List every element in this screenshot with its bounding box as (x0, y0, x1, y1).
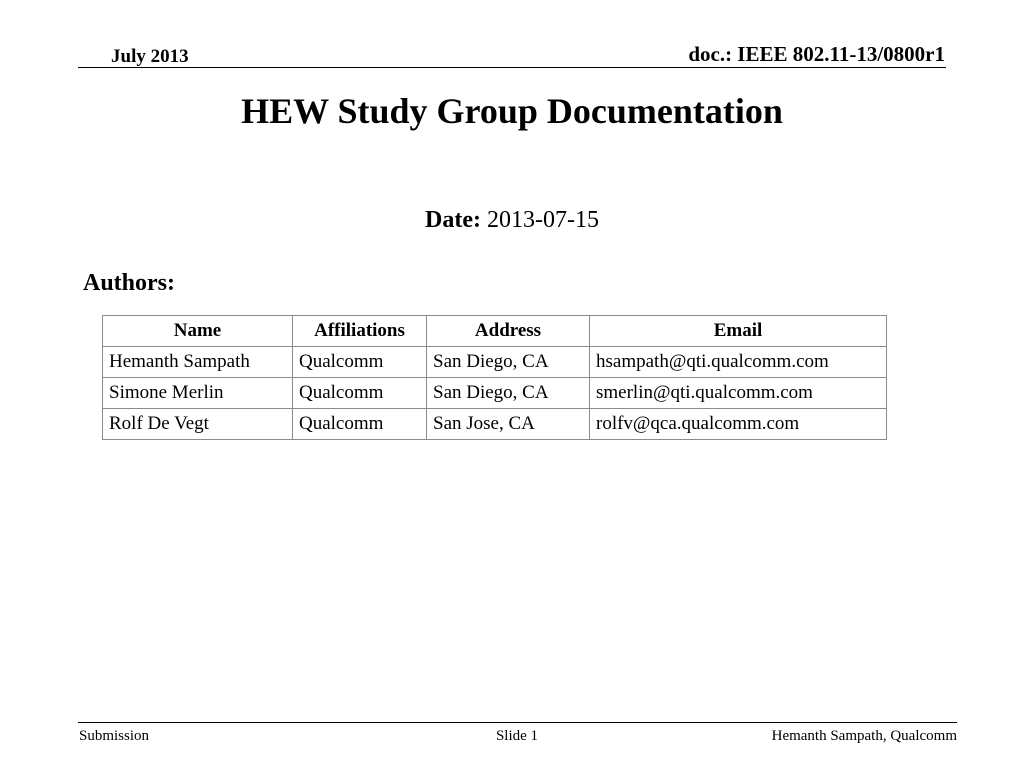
authors-label: Authors: (83, 270, 176, 296)
authors-table (102, 315, 887, 440)
footer-slide-number: Slide 1 (495, 728, 539, 744)
slide-title: HEW Study Group Documentation (241, 91, 783, 131)
footer-author: Hemanth Sampath, Qualcomm (771, 728, 957, 744)
date-line (0, 207, 1024, 234)
header-doc-id: doc.: IEEE 802.11-13/0800r1 (688, 42, 945, 66)
author-name: Simone Merlin (103, 378, 293, 409)
footer-divider (78, 722, 957, 723)
author-address: San Jose, CA (427, 409, 590, 440)
author-address: San Diego, CA (427, 347, 590, 378)
author-email: rolfv@qca.qualcomm.com (590, 409, 887, 440)
header-date: July 2013 (111, 46, 189, 67)
author-affiliation: Qualcomm (293, 409, 427, 440)
author-name: Hemanth Sampath (103, 347, 293, 378)
author-affiliation: Qualcomm (293, 378, 427, 409)
table-row (103, 347, 887, 378)
table-row (103, 378, 887, 409)
table-row (103, 409, 887, 440)
table-header-row (103, 316, 887, 347)
column-header-email: Email (590, 316, 887, 347)
column-header-affiliations: Affiliations (293, 316, 427, 347)
column-header-address: Address (427, 316, 590, 347)
footer-submission: Submission (79, 728, 150, 744)
header-divider (78, 67, 946, 68)
author-address: San Diego, CA (427, 378, 590, 409)
date-value: 2013-07-15 (480, 207, 599, 233)
author-name: Rolf De Vegt (103, 409, 293, 440)
date-label: Date: (425, 207, 481, 233)
author-email: hsampath@qti.qualcomm.com (590, 347, 887, 378)
author-affiliation: Qualcomm (293, 347, 427, 378)
author-email: smerlin@qti.qualcomm.com (590, 378, 887, 409)
column-header-name: Name (103, 316, 293, 347)
